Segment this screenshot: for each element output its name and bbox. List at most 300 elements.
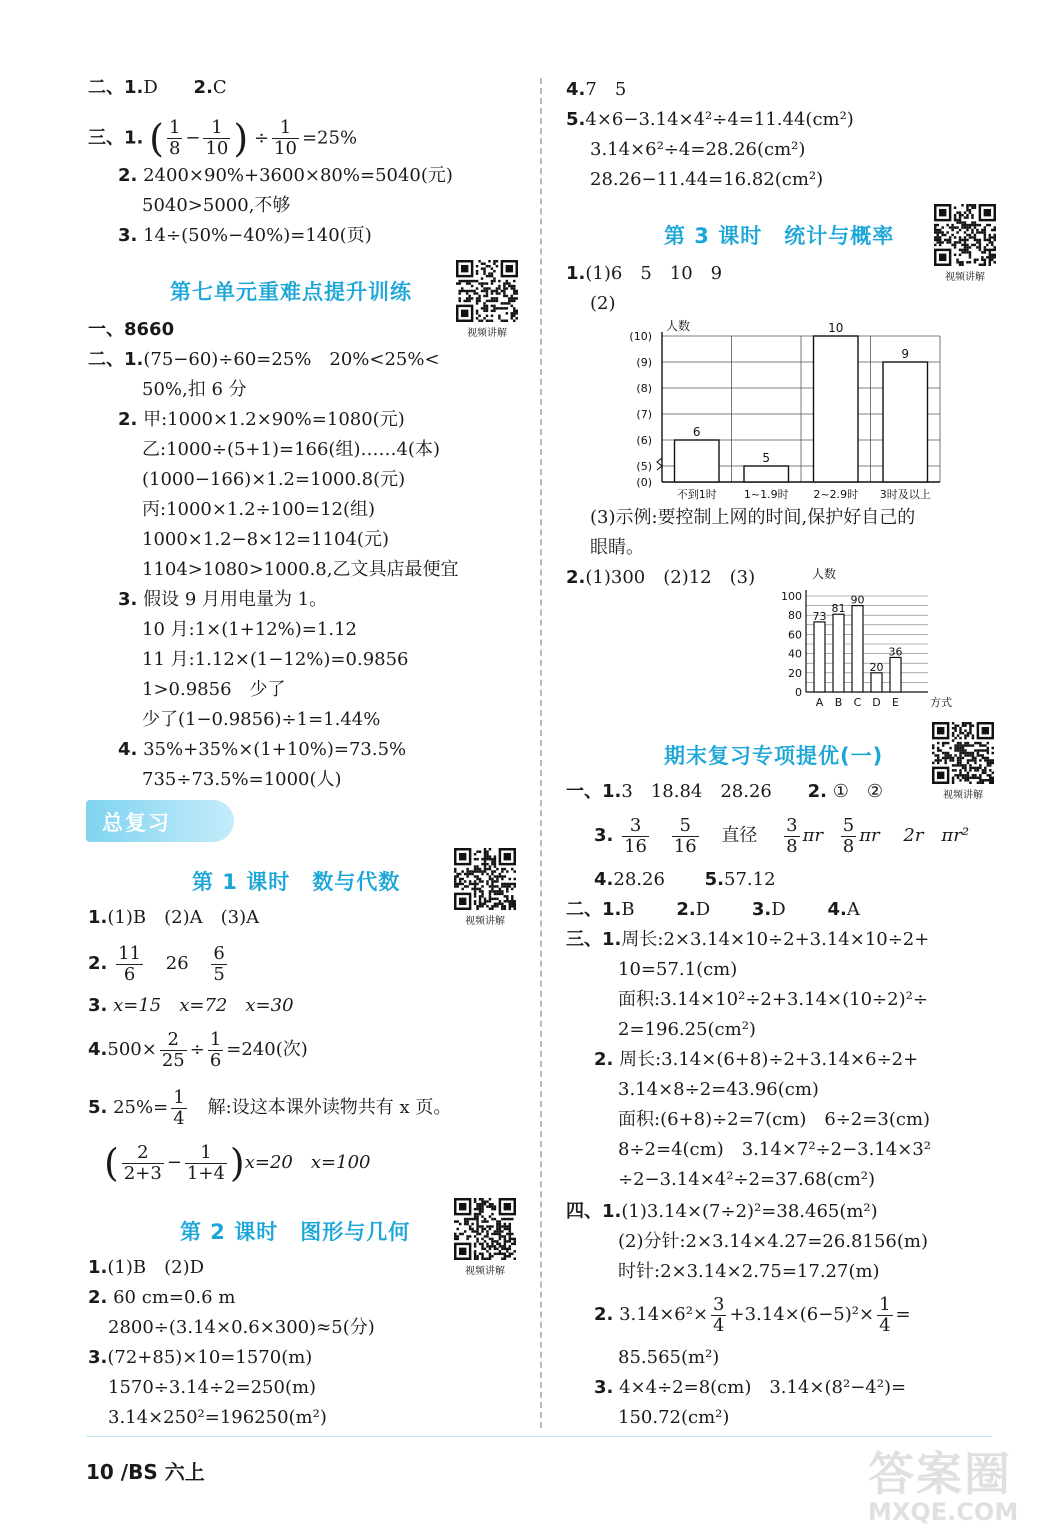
fraction: $\frac{5}{8}$ <box>842 814 855 857</box>
answer-text: x=15 x=72 x=30 <box>113 995 294 1016</box>
qr-code[interactable] <box>934 204 996 283</box>
qr-module <box>964 244 966 246</box>
qr-module <box>991 244 993 246</box>
qr-module <box>513 310 515 312</box>
qr-module <box>476 312 478 314</box>
qr-module <box>509 908 511 910</box>
qr-module <box>514 900 516 902</box>
answer-line: 1104>1080>1000.8,乙文具店最便宜 <box>142 559 459 580</box>
qr-module <box>491 1203 493 1205</box>
qr-module <box>494 1253 496 1255</box>
qr-module <box>491 305 493 307</box>
qr-module <box>954 724 956 726</box>
qr-module <box>984 226 986 228</box>
section-heading: 第 3 课时 统计与概率 <box>664 224 895 248</box>
qr-module <box>454 1233 456 1235</box>
qr-module <box>984 231 986 233</box>
qr-module <box>937 757 939 759</box>
qr-module <box>494 893 496 895</box>
qr-module <box>964 734 966 736</box>
qr-module <box>476 875 478 877</box>
qr-module <box>964 224 966 226</box>
answer-text: +3.14×(6−5)²× <box>729 1304 875 1325</box>
qr-module <box>962 767 964 769</box>
qr-module <box>982 749 984 751</box>
qr-module <box>486 873 488 875</box>
qr-module <box>468 280 470 282</box>
qr-module <box>481 267 483 269</box>
answer-text: 26 <box>165 953 189 974</box>
qr-module <box>969 226 971 228</box>
qr-module <box>476 870 478 872</box>
qr-module <box>491 1233 493 1235</box>
qr-module <box>972 757 974 759</box>
qr-module <box>489 895 491 897</box>
qr-module <box>964 742 966 744</box>
qr-module <box>957 744 959 746</box>
qr-module <box>969 769 971 771</box>
qr-module <box>514 1250 516 1252</box>
qr-module <box>493 262 495 264</box>
qr-module <box>516 317 518 319</box>
qr-module <box>469 883 471 885</box>
answer-line: 眼睛。 <box>590 537 644 558</box>
qr-module <box>984 236 986 238</box>
qr-module <box>509 1245 511 1247</box>
question-number: 二、1. <box>88 77 144 98</box>
qr-module <box>969 224 971 226</box>
question-number: 二、1. <box>88 349 144 370</box>
qr-module <box>484 903 486 905</box>
qr-module <box>987 752 989 754</box>
qr-module <box>974 259 976 261</box>
qr-module <box>942 742 944 744</box>
qr-module <box>504 905 506 907</box>
qr-module <box>496 1253 498 1255</box>
qr-module <box>991 229 993 231</box>
qr-module <box>987 764 989 766</box>
qr-module <box>503 292 505 294</box>
qr-module <box>984 249 986 251</box>
qr-module <box>481 1208 483 1210</box>
qr-module <box>506 312 508 314</box>
qr-module <box>501 883 503 885</box>
qr-module <box>969 754 971 756</box>
qr-module <box>486 1245 488 1247</box>
qr-finder-core <box>459 1248 466 1255</box>
qr-module <box>962 744 964 746</box>
qr-module <box>484 1220 486 1222</box>
qr-module <box>952 734 954 736</box>
qr-module <box>464 1220 466 1222</box>
qr-module <box>476 302 478 304</box>
qr-icon <box>932 722 994 784</box>
qr-module <box>962 749 964 751</box>
qr-module <box>501 903 503 905</box>
qr-module <box>964 251 966 253</box>
qr-module <box>499 1230 501 1232</box>
qr-module <box>466 282 468 284</box>
qr-module <box>513 307 515 309</box>
qr-module <box>494 905 496 907</box>
qr-module <box>456 282 458 284</box>
qr-module <box>513 320 515 322</box>
qr-module <box>967 732 969 734</box>
qr-module <box>461 1233 463 1235</box>
qr-module <box>499 1228 501 1230</box>
paren: ) <box>229 1141 245 1185</box>
qr-module <box>486 290 488 292</box>
qr-module <box>934 239 936 241</box>
qr-module <box>491 870 493 872</box>
chart2-tick-label: 60 <box>788 628 802 642</box>
qr-module <box>504 908 506 910</box>
qr-module <box>481 307 483 309</box>
qr-module <box>986 244 988 246</box>
qr-module <box>483 272 485 274</box>
qr-module <box>459 878 461 880</box>
qr-module <box>489 1255 491 1257</box>
qr-module <box>484 863 486 865</box>
qr-module <box>977 749 979 751</box>
qr-module <box>454 1220 456 1222</box>
qr-module <box>476 1223 478 1225</box>
qr-module <box>491 310 493 312</box>
qr-module <box>481 880 483 882</box>
qr-module <box>969 236 971 238</box>
qr-module <box>474 883 476 885</box>
qr-module <box>483 287 485 289</box>
question-number: 1. <box>88 1257 108 1278</box>
qr-module <box>464 873 466 875</box>
qr-module <box>986 239 988 241</box>
qr-module <box>952 777 954 779</box>
qr-module <box>496 1223 498 1225</box>
qr-module <box>483 282 485 284</box>
qr-module <box>513 315 515 317</box>
qr-module <box>969 204 971 206</box>
qr-module <box>469 880 471 882</box>
qr-module <box>952 782 954 784</box>
qr-module <box>969 261 971 263</box>
qr-module <box>957 759 959 761</box>
qr-module <box>508 282 510 284</box>
qr-module <box>959 774 961 776</box>
qr-module <box>969 251 971 253</box>
qr-module <box>481 1210 483 1212</box>
qr-module <box>506 900 508 902</box>
question-number: 1. <box>566 263 586 284</box>
chart2-bar <box>814 622 825 692</box>
qr-module <box>972 767 974 769</box>
qr-module <box>494 1218 496 1220</box>
qr-module <box>481 1200 483 1202</box>
qr-module <box>514 1258 516 1260</box>
answer-line <box>88 1284 235 1312</box>
qr-module <box>932 762 934 764</box>
question-number: 3. <box>88 1347 108 1368</box>
qr-module <box>971 229 973 231</box>
qr-module <box>967 762 969 764</box>
qr-module <box>954 727 956 729</box>
qr-module <box>474 1235 476 1237</box>
qr-module <box>484 865 486 867</box>
qr-module <box>939 749 941 751</box>
chart2-bar <box>871 673 882 692</box>
answer-text: 4×4÷2=8(cm) 3.14×(8²−4²)= <box>619 1377 907 1398</box>
qr-module <box>947 754 949 756</box>
qr-module <box>961 214 963 216</box>
answer-line: (2)分针:2×3.14×4.27=26.8156(m) <box>618 1231 928 1252</box>
fraction: $\frac{3}{4}$ <box>713 1293 725 1336</box>
answer-line: 乙:1000÷(5+1)=166(组)……4(本) <box>142 439 440 460</box>
qr-module <box>496 903 498 905</box>
qr-module <box>989 256 991 258</box>
qr-module <box>509 1223 511 1225</box>
qr-module <box>981 231 983 233</box>
qr-module <box>491 300 493 302</box>
qr-module <box>511 295 513 297</box>
qr-module <box>476 272 478 274</box>
qr-module <box>481 1258 483 1260</box>
qr-module <box>508 302 510 304</box>
qr-module <box>989 762 991 764</box>
qr-module <box>466 297 468 299</box>
answer-line <box>594 814 969 858</box>
qr-module <box>484 853 486 855</box>
qr-module <box>959 239 961 241</box>
qr-module <box>952 727 954 729</box>
qr-module <box>949 759 951 761</box>
qr-module <box>966 234 968 236</box>
qr-module <box>982 769 984 771</box>
qr-module <box>499 1238 501 1240</box>
qr-module <box>491 282 493 284</box>
qr-module <box>503 320 505 322</box>
qr-code[interactable] <box>456 260 518 339</box>
qr-module <box>984 749 986 751</box>
qr-module <box>936 239 938 241</box>
qr-module <box>982 754 984 756</box>
qr-module <box>481 1245 483 1247</box>
qr-module <box>939 239 941 241</box>
qr-module <box>491 858 493 860</box>
qr-module <box>489 848 491 850</box>
qr-module <box>491 1243 493 1245</box>
qr-module <box>481 890 483 892</box>
qr-module <box>964 744 966 746</box>
answer-line <box>566 106 854 134</box>
qr-module <box>481 285 483 287</box>
qr-module <box>954 754 956 756</box>
answer-line: 1>0.9856 少了 <box>142 679 286 700</box>
qr-module <box>513 292 515 294</box>
qr-module <box>954 219 956 221</box>
qr-module <box>932 752 934 754</box>
qr-module <box>992 779 994 781</box>
qr-code[interactable] <box>454 1198 516 1277</box>
page-number: 10 /BS 六上 <box>86 1460 205 1484</box>
qr-module <box>454 875 456 877</box>
operator: ÷ <box>189 1039 205 1060</box>
qr-module <box>468 282 470 284</box>
qr-module <box>506 883 508 885</box>
qr-module <box>984 229 986 231</box>
chart2-category-label: E <box>892 696 899 709</box>
qr-module <box>496 1248 498 1250</box>
answer-line: (3)示例:要控制上网的时间,保护好自己的 <box>590 507 916 528</box>
qr-module <box>469 1218 471 1220</box>
question-number: 三、1. <box>88 127 144 149</box>
qr-module <box>484 898 486 900</box>
answer-line <box>88 992 294 1020</box>
qr-module <box>974 204 976 206</box>
qr-module <box>981 251 983 253</box>
qr-module <box>504 1248 506 1250</box>
qr-module <box>474 893 476 895</box>
answer-line: 150.72(cm²) <box>618 1407 730 1428</box>
answer-line <box>88 1254 204 1282</box>
answer-line: 85.565(m²) <box>618 1347 720 1368</box>
qr-module <box>493 280 495 282</box>
qr-module <box>987 774 989 776</box>
qr-module <box>489 1228 491 1230</box>
qr-module <box>964 729 966 731</box>
qr-module <box>476 317 478 319</box>
qr-module <box>977 769 979 771</box>
qr-module <box>994 249 996 251</box>
qr-module <box>951 244 953 246</box>
qr-module <box>476 1258 478 1260</box>
qr-module <box>987 747 989 749</box>
qr-module <box>488 260 490 262</box>
qr-module <box>954 236 956 238</box>
qr-module <box>979 244 981 246</box>
qr-module <box>974 749 976 751</box>
qr-module <box>961 264 963 266</box>
qr-module <box>481 903 483 905</box>
qr-module <box>499 1250 501 1252</box>
qr-module <box>494 1248 496 1250</box>
qr-module <box>454 883 456 885</box>
qr-module <box>957 762 959 764</box>
qr-module <box>966 261 968 263</box>
chart1-axis-break <box>657 458 662 470</box>
qr-module <box>992 752 994 754</box>
qr-module <box>481 1198 483 1200</box>
qr-module <box>481 873 483 875</box>
qr-module <box>466 868 468 870</box>
qr-module <box>493 290 495 292</box>
qr-module <box>468 295 470 297</box>
qr-module <box>486 320 488 322</box>
qr-module <box>474 1230 476 1232</box>
answer-line <box>118 586 327 614</box>
answer-line <box>88 74 227 102</box>
qr-module <box>486 1243 488 1245</box>
answer-line: 3.14×6²÷4=28.26(cm²) <box>590 139 806 160</box>
qr-module <box>506 307 508 309</box>
qr-module <box>979 239 981 241</box>
qr-module <box>956 231 958 233</box>
qr-code[interactable] <box>454 848 516 927</box>
qr-module <box>476 310 478 312</box>
chart1-category-label: 不到1时 <box>676 488 717 501</box>
qr-module <box>974 769 976 771</box>
qr-module <box>951 226 953 228</box>
qr-module <box>964 774 966 776</box>
qr-module <box>939 244 941 246</box>
qr-module <box>964 769 966 771</box>
qr-code[interactable] <box>932 722 994 801</box>
qr-module <box>506 890 508 892</box>
qr-module <box>489 890 491 892</box>
qr-module <box>456 1228 458 1230</box>
qr-module <box>989 251 991 253</box>
qr-module <box>481 1253 483 1255</box>
qr-module <box>962 757 964 759</box>
qr-module <box>954 729 956 731</box>
qr-module <box>959 221 961 223</box>
qr-module <box>501 1218 503 1220</box>
qr-module <box>967 744 969 746</box>
qr-module <box>959 769 961 771</box>
qr-module <box>489 865 491 867</box>
qr-module <box>491 1213 493 1215</box>
chart1-category-label: 3时及以上 <box>879 488 931 501</box>
qr-module <box>494 865 496 867</box>
qr-module <box>989 241 991 243</box>
qr-module <box>478 300 480 302</box>
section-heading: 期末复习专项提优(一) <box>664 744 884 768</box>
qr-module <box>491 905 493 907</box>
qr-module <box>961 249 963 251</box>
qr-module <box>504 1238 506 1240</box>
qr-module <box>506 287 508 289</box>
qr-module <box>504 875 506 877</box>
qr-module <box>499 873 501 875</box>
qr-module <box>952 739 954 741</box>
qr-module <box>476 868 478 870</box>
qr-module <box>499 1225 501 1227</box>
qr-module <box>454 880 456 882</box>
qr-module <box>489 1245 491 1247</box>
answer-text: 14÷(50%−40%)=140(页) <box>143 225 372 246</box>
qr-module <box>481 1225 483 1227</box>
qr-module <box>959 241 961 243</box>
qr-module <box>936 229 938 231</box>
qr-module <box>972 734 974 736</box>
qr-module <box>454 1238 456 1240</box>
qr-module <box>474 1200 476 1202</box>
qr-module <box>511 905 513 907</box>
qr-module <box>486 305 488 307</box>
qr-module <box>479 905 481 907</box>
chart2-data-label: 81 <box>831 602 846 616</box>
qr-module <box>464 1218 466 1220</box>
qr-module <box>469 1235 471 1237</box>
qr-module <box>954 747 956 749</box>
qr-module <box>473 290 475 292</box>
qr-module <box>516 292 518 294</box>
qr-module <box>496 1220 498 1222</box>
qr-module <box>496 290 498 292</box>
qr-module <box>511 900 513 902</box>
qr-module <box>974 206 976 208</box>
answer-text: πr <box>859 825 880 846</box>
qr-module <box>979 249 981 251</box>
qr-module <box>962 722 964 724</box>
